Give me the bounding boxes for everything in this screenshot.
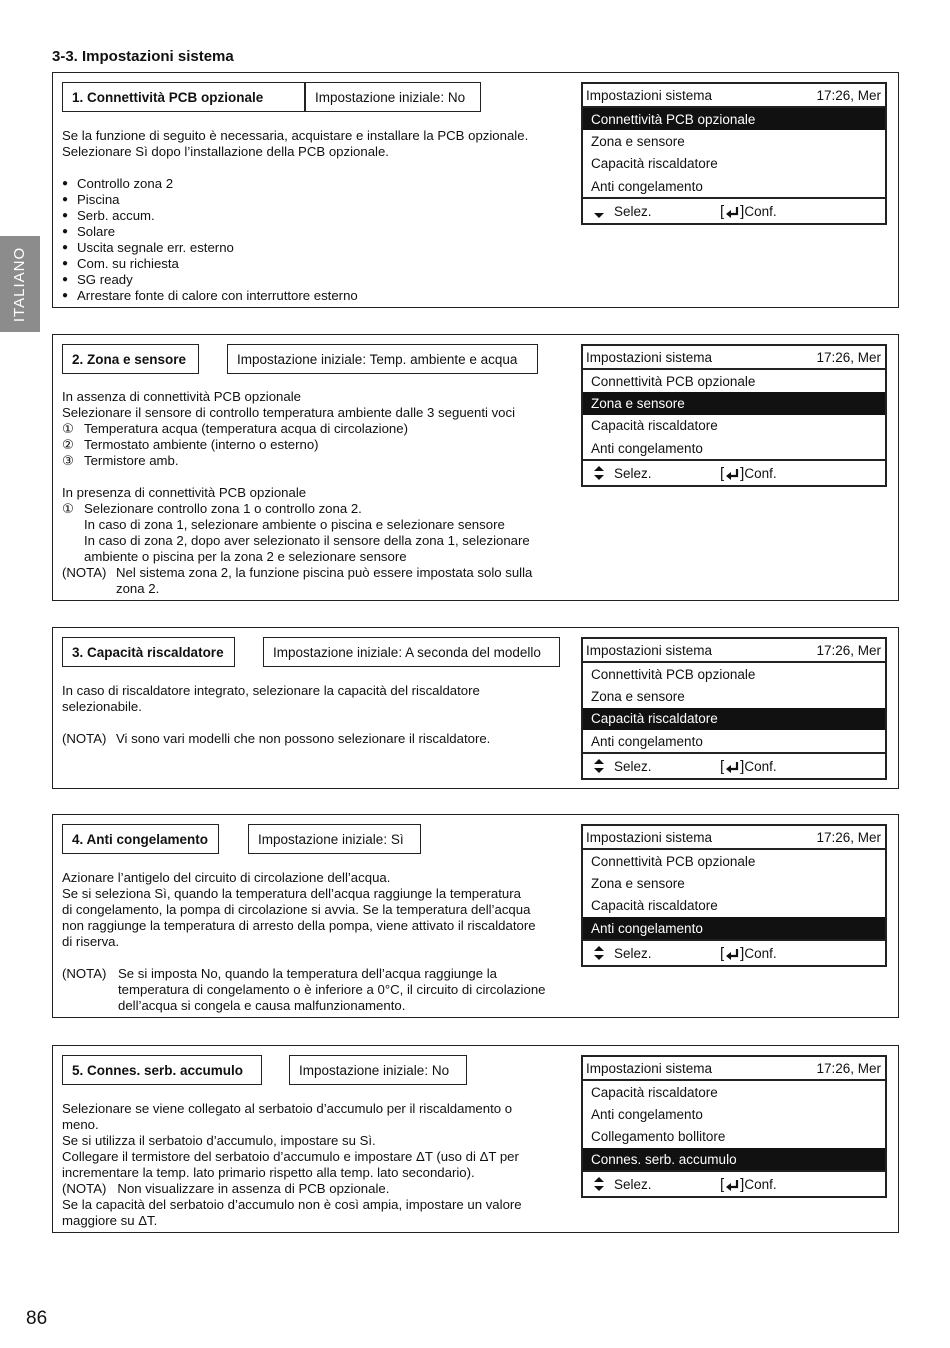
section-zone-sensor	[52, 334, 899, 601]
menu-item[interactable]: Zona e sensore	[591, 133, 685, 149]
bullet-item: ● Solare	[62, 224, 562, 240]
enter-key-icon	[724, 947, 740, 961]
menu-item[interactable]: Capacità riscaldatore	[583, 708, 885, 730]
screen-menu	[583, 370, 885, 459]
bullet-item: ● SG ready	[62, 272, 562, 288]
screen-title: Impostazioni sistema	[586, 642, 713, 658]
body-line: incrementare la temp. lato primario rispetto alla temp. lato secondario).	[62, 1165, 475, 1180]
confirm-label: Conf.	[744, 759, 777, 775]
section-pcb-connectivity	[52, 72, 899, 308]
down-arrow-icon	[593, 202, 605, 220]
body-line: Se la capacità del serbatoio d’accumulo non è così ampia, impostare un valore	[62, 1197, 522, 1212]
step-line: ambiente o piscina per la zona 2 e selezionare sensore	[84, 549, 407, 564]
enter-key-icon	[724, 1178, 740, 1192]
note-block	[62, 731, 562, 747]
controller-screen	[581, 637, 887, 780]
section-anti-freeze	[52, 814, 899, 1018]
step-line: In caso di zona 2, dopo aver selezionato il sensore della zona 1, selezionare	[84, 533, 530, 548]
body-line: Se la funzione di seguito è necessaria, acquistare e installare la PCB opzionale.	[62, 128, 529, 143]
section-body	[62, 389, 562, 597]
menu-item[interactable]: Zona e sensore	[591, 688, 685, 704]
screen-footer	[583, 752, 885, 778]
screen-header	[583, 346, 885, 370]
note-line: zona 2.	[116, 581, 160, 596]
section-body	[62, 683, 562, 747]
confirm-hint: [ ] Conf.	[720, 465, 777, 483]
confirm-label: Conf.	[744, 1177, 777, 1193]
section-heater-capacity	[52, 627, 899, 789]
note-line: dell’acqua si congela e causa malfunzionamento.	[118, 998, 406, 1013]
menu-item[interactable]: Connettività PCB opzionale	[583, 108, 885, 130]
confirm-label: Conf.	[744, 204, 777, 220]
section-title: 1. Connettività PCB opzionale	[62, 82, 305, 112]
bullet-item: ● Serb. accum.	[62, 208, 562, 224]
body-line: di congelamento, la pompa di circolazione si avvia. Se la temperatura dell’acqua	[62, 902, 531, 917]
menu-item[interactable]: Connettività PCB opzionale	[591, 666, 756, 682]
controller-screen	[581, 82, 887, 225]
menu-item[interactable]: Connettività PCB opzionale	[591, 373, 756, 389]
screen-time: 17:26, Mer	[816, 1060, 881, 1076]
confirm-hint: [ ] Conf.	[720, 1176, 777, 1194]
body-line: non raggiunge la temperatura di arresto della pompa, viene attivato il riscaldatore	[62, 918, 536, 933]
bullet-item: ● Arrestare fonte di calore con interruttore esterno	[62, 288, 562, 304]
body-line: maggiore su ΔT.	[62, 1213, 158, 1228]
enter-key-icon	[724, 205, 740, 219]
enter-key-icon	[724, 760, 740, 774]
option-item: ② Termostato ambiente (interno o esterno)	[62, 437, 319, 452]
confirm-hint: [ ] Conf.	[720, 758, 777, 776]
body-line: Selezionare Sì dopo l’installazione della PCB opzionale.	[62, 144, 389, 159]
body-line: selezionabile.	[62, 699, 142, 714]
body-line: In presenza di connettività PCB opzionale	[62, 485, 307, 500]
screen-time: 17:26, Mer	[816, 642, 881, 658]
section-title: 2. Zona e sensore	[62, 344, 199, 374]
initial-setting: Impostazione iniziale: Temp. ambiente e acqua	[227, 344, 538, 374]
screen-footer	[583, 1170, 885, 1196]
body-line: meno.	[62, 1117, 99, 1132]
up-down-arrows-icon	[593, 1175, 605, 1193]
body-line: In assenza di connettività PCB opzionale	[62, 389, 301, 404]
language-side-tab	[0, 236, 40, 332]
initial-setting: Impostazione iniziale: No	[305, 82, 481, 112]
note-block	[62, 966, 562, 1014]
note-line: temperatura di congelamento o è inferiore a 0°C, il circuito di circolazione	[118, 982, 546, 997]
section-body	[62, 128, 562, 304]
screen-header	[583, 639, 885, 663]
initial-setting: Impostazione iniziale: No	[289, 1055, 467, 1085]
confirm-label: Conf.	[744, 946, 777, 962]
option-item: ① Temperatura acqua (temperatura acqua di circolazione)	[62, 421, 408, 436]
note-line: Nel sistema zona 2, la funzione piscina può essere impostata solo sulla	[116, 565, 533, 580]
section-body	[62, 1101, 562, 1229]
screen-header	[583, 826, 885, 850]
menu-item[interactable]: Capacità riscaldatore	[591, 418, 718, 434]
note-label: (NOTA)	[62, 565, 107, 580]
screen-title: Impostazioni sistema	[586, 349, 713, 365]
bullet-item: ● Piscina	[62, 192, 562, 208]
body-line: Azionare l’antigelo del circuito di circolazione dell’acqua.	[62, 870, 391, 885]
menu-item[interactable]: Connes. serb. accumulo	[583, 1148, 885, 1170]
section-title: 5. Connes. serb. accumulo	[62, 1055, 262, 1085]
menu-item[interactable]: Anti congelamento	[591, 1106, 703, 1122]
screen-menu	[583, 663, 885, 752]
body-line: di riserva.	[62, 934, 120, 949]
body-line: Selezionare se viene collegato al serbatoio d’accumulo per il riscaldamento o	[62, 1101, 513, 1116]
section-title: 3. Capacità riscaldatore	[62, 637, 235, 667]
initial-setting: Impostazione iniziale: A seconda del modello	[263, 637, 560, 667]
section-title: 4. Anti congelamento	[62, 824, 219, 854]
up-down-arrows-icon	[593, 944, 605, 962]
note-label: (NOTA)	[62, 731, 107, 746]
note-line: Se si imposta No, quando la temperatura dell’acqua raggiunge la	[118, 966, 498, 981]
screen-time: 17:26, Mer	[816, 829, 881, 845]
section-body	[62, 870, 562, 1014]
screen-title: Impostazioni sistema	[586, 829, 713, 845]
body-line: (NOTA) Non visualizzare in assenza di PCB opzionale.	[62, 1181, 390, 1196]
controller-screen	[581, 824, 887, 967]
enter-key-icon	[724, 467, 740, 481]
bullet-item: ● Com. su richiesta	[62, 256, 562, 272]
screen-title: Impostazioni sistema	[586, 1060, 713, 1076]
select-hint: Selez.	[614, 466, 652, 482]
note-label: (NOTA)	[62, 966, 107, 981]
section-buffer-tank	[52, 1045, 899, 1233]
screen-header	[583, 1057, 885, 1081]
confirm-hint: [ ] Conf.	[720, 945, 777, 963]
menu-item[interactable]: Capacità riscaldatore	[591, 898, 718, 914]
confirm-hint: [ ] Conf.	[720, 203, 777, 221]
screen-footer	[583, 459, 885, 485]
controller-screen	[581, 344, 887, 487]
body-line: Se si utilizza il serbatoio d’accumulo, impostare su Sì.	[62, 1133, 376, 1148]
up-down-arrows-icon	[593, 757, 605, 775]
menu-item[interactable]: Anti congelamento	[591, 733, 703, 749]
menu-item[interactable]: Zona e sensore	[591, 875, 685, 891]
screen-time: 17:26, Mer	[816, 87, 881, 103]
controller-screen	[581, 1055, 887, 1198]
step-line: In caso di zona 1, selezionare ambiente o piscina e selezionare sensore	[84, 517, 505, 532]
menu-item[interactable]: Capacità riscaldatore	[591, 156, 718, 172]
screen-menu	[583, 1081, 885, 1170]
screen-time: 17:26, Mer	[816, 349, 881, 365]
note-line: Vi sono vari modelli che non possono selezionare il riscaldatore.	[116, 731, 491, 746]
body-line: Selezionare il sensore di controllo temperatura ambiente dalle 3 seguenti voci	[62, 405, 516, 420]
screen-title: Impostazioni sistema	[586, 87, 713, 103]
select-hint: Selez.	[614, 1177, 652, 1193]
menu-item[interactable]: Zona e sensore	[583, 392, 885, 414]
menu-item[interactable]: Anti congelamento	[583, 917, 885, 939]
menu-item[interactable]: Anti congelamento	[591, 440, 703, 456]
up-down-arrows-icon	[593, 464, 605, 482]
select-hint: Selez.	[614, 204, 652, 220]
menu-item[interactable]: Anti congelamento	[591, 178, 703, 194]
menu-item[interactable]: Collegamento bollitore	[591, 1129, 726, 1145]
select-hint: Selez.	[614, 759, 652, 775]
step-item: ① Selezionare controllo zona 1 o controllo zona 2.	[62, 501, 362, 516]
page-heading: 3-3. Impostazioni sistema	[52, 48, 234, 65]
body-line: Collegare il termistore del serbatoio d’accumulo e impostare ΔT (uso di ΔT per	[62, 1149, 519, 1164]
note-block	[62, 565, 562, 597]
page-number: 86	[26, 1308, 48, 1329]
screen-footer	[583, 197, 885, 223]
bullet-item: ● Uscita segnale err. esterno	[62, 240, 562, 256]
body-line: Se si seleziona Sì, quando la temperatura dell’acqua raggiunge la temperatura	[62, 886, 521, 901]
language-label: ITALIANO	[11, 246, 29, 322]
menu-item[interactable]: Capacità riscaldatore	[591, 1084, 718, 1100]
bullet-item: ● Controllo zona 2	[62, 176, 562, 192]
screen-menu	[583, 850, 885, 939]
initial-setting: Impostazione iniziale: Sì	[248, 824, 421, 854]
body-line: In caso di riscaldatore integrato, selezionare la capacità del riscaldatore	[62, 683, 480, 698]
screen-footer	[583, 939, 885, 965]
option-item: ③ Termistore amb.	[62, 453, 179, 468]
screen-header	[583, 84, 885, 108]
menu-item[interactable]: Connettività PCB opzionale	[591, 853, 756, 869]
confirm-label: Conf.	[744, 466, 777, 482]
select-hint: Selez.	[614, 946, 652, 962]
screen-menu	[583, 108, 885, 197]
